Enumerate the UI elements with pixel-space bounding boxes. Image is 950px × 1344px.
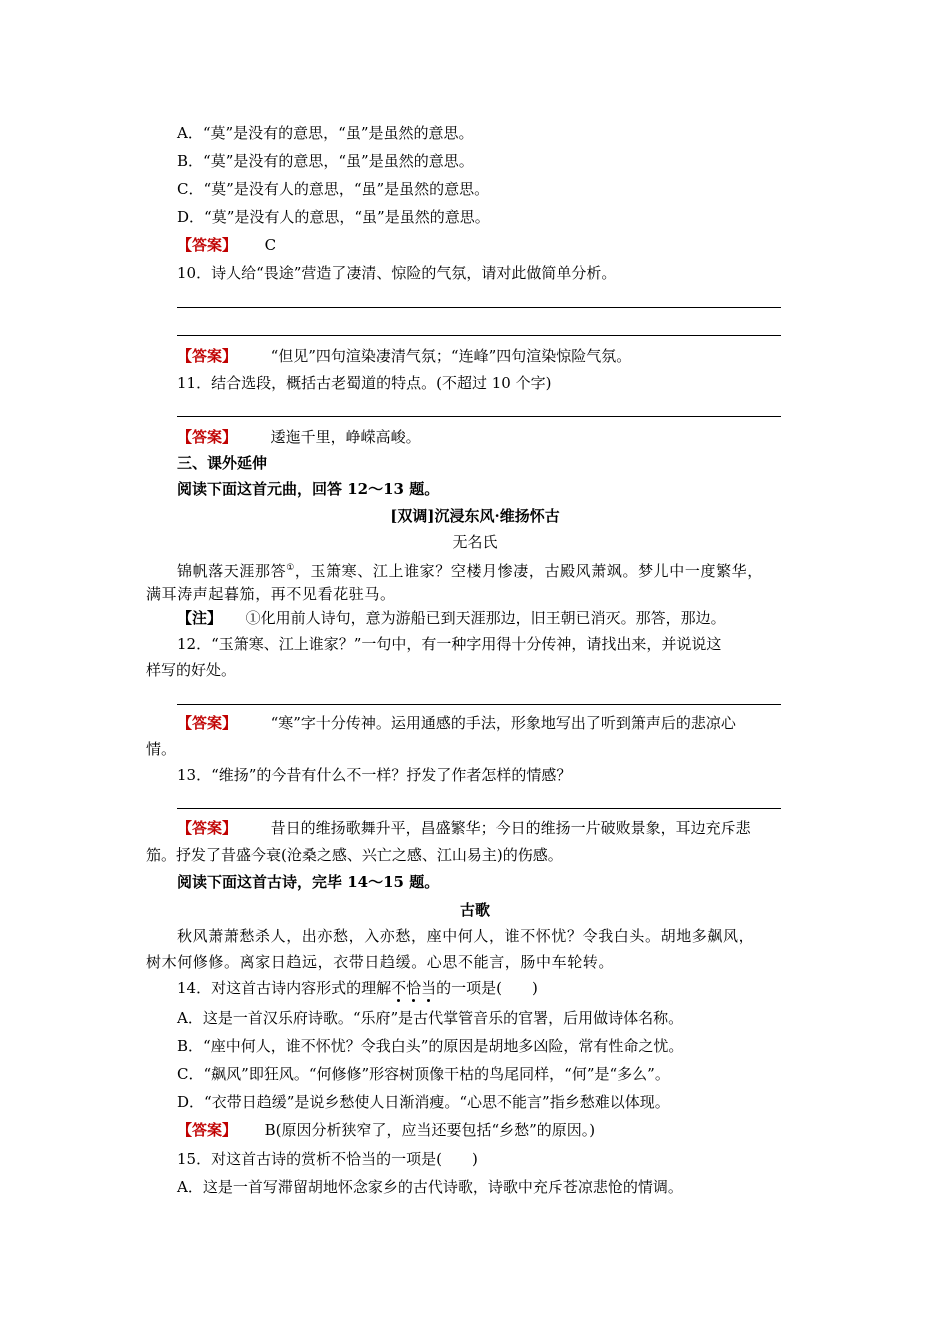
poem1-note (177, 608, 726, 628)
answer-blank-line (177, 808, 781, 809)
q12-answer-line-2: 情。 (146, 740, 177, 758)
poem1-title: [双调]沉浸东风·维扬怀古 (390, 507, 560, 525)
q9-option-a: A．“莫”是没有的意思，“虽”是虽然的意思。 (177, 124, 474, 142)
q14-option-c: C．“飙风”即狂风。“何修修”形容树顶像干枯的鸟尾同样，“何”是“多么”。 (177, 1065, 670, 1083)
q15-option-a: A．这是一首写滞留胡地怀念家乡的古代诗歌，诗歌中充斥苍凉悲怆的情调。 (177, 1178, 683, 1196)
q13-answer-line-1 (177, 818, 751, 838)
answer-blank-line (177, 335, 781, 336)
answer-tag: 【答案】 (177, 1121, 238, 1139)
q14-question (177, 978, 538, 998)
emphasis-char: 恰 (406, 979, 422, 997)
q12-question-line-1: 12．“玉箫寒、江上谁家？”一句中，有一种字用得十分传神，请找出来，并说说这 (177, 635, 722, 653)
q14-option-b: B．“座中何人，谁不怀忧？令我白头”的原因是胡地多凶险，常有性命之忧。 (177, 1037, 684, 1055)
q9-answer (177, 235, 276, 255)
answer-tag: 【答案】 (177, 714, 238, 732)
q15-question: 15．对这首古诗的赏析不恰当的一项是( ) (177, 1150, 478, 1168)
poem1-author: 无名氏 (452, 533, 498, 551)
q9-option-b: B．“莫”是没有的意思，“虽”是虽然的意思。 (177, 152, 474, 170)
q9-option-c: C．“莫”是没有人的意思，“虽”是虽然的意思。 (177, 180, 490, 198)
q10-answer (177, 346, 631, 366)
section-instruction-2: 阅读下面这首古诗，完毕 14～15 题。 (177, 873, 440, 891)
q10-question: 10．诗人给“畏途”营造了凄清、惊险的气氛，请对此做简单分析。 (177, 264, 617, 282)
note-marker: ① (286, 563, 295, 573)
answer-blank-line (177, 307, 781, 308)
section-heading: 三、课外延伸 (177, 454, 268, 472)
emphasis-char: 当 (421, 979, 437, 997)
answer-text: “但见”四句渲染凄清气氛；“连峰”四句渲染惊险气氛。 (270, 347, 632, 365)
note-text: ①化用前人诗句，意为游船已到天涯那边，旧王朝已消灭。那答，那边。 (245, 609, 726, 627)
q13-answer-line-2: 笳。抒发了昔盛今衰(沧桑之感、兴亡之感、江山易主)的伤感。 (146, 846, 563, 864)
q14-question-tail: 的一项是( ) (436, 979, 538, 997)
poem1-line-1b: ，玉箫寒、江上谁家？空楼月惨凄，古殿风萧飒。梦儿中一度繁华， (294, 562, 763, 580)
emphasis-char: 不 (391, 979, 407, 997)
answer-text: B(原因分析狭窄了，应当还要包括“乡愁”的原因。) (264, 1121, 596, 1139)
q14-question-text: 14．对这首古诗内容形式的理解 (177, 979, 392, 997)
q11-answer (177, 427, 421, 447)
poem1-line-1a: 锦帆落天涯那答 (177, 562, 287, 580)
q14-answer (177, 1120, 595, 1140)
answer-blank-line (177, 416, 781, 417)
q13-question: 13．“维扬”的今昔有什么不一样？抒发了作者怎样的情感？ (177, 766, 572, 784)
answer-text: 逶迤千里，峥嵘高峻。 (270, 428, 421, 446)
answer-tag: 【答案】 (177, 347, 238, 365)
q11-question: 11．结合选段，概括古老蜀道的特点。(不超过 10 个字) (177, 374, 552, 392)
section-instruction: 阅读下面这首元曲，回答 12～13 题。 (177, 480, 440, 498)
q12-answer-line-1 (177, 713, 736, 733)
q12-question-line-2: 样写的好处。 (146, 661, 237, 679)
q9-option-d: D．“莫”是没有人的意思，“虽”是虽然的意思。 (177, 208, 490, 226)
answer-text: C (264, 236, 277, 254)
answer-tag: 【答案】 (177, 236, 238, 254)
note-tag: 【注】 (177, 609, 223, 627)
answer-tag: 【答案】 (177, 428, 238, 446)
answer-text: 昔日的维扬歌舞升平，昌盛繁华；今日的维扬一片破败景象，耳边充斥悲 (270, 819, 751, 837)
poem1-line-2: 满耳涛声起暮笳，再不见看花驻马。 (146, 585, 396, 603)
poem2-title: 古歌 (459, 901, 490, 919)
answer-text: “寒”字十分传神。运用通感的手法，形象地写出了听到箫声后的悲凉心 (270, 714, 736, 732)
poem1-line-1 (177, 558, 763, 581)
answer-blank-line (177, 704, 781, 705)
q14-option-d: D．“衣带日趋缓”是说乡愁使人日渐消瘦。“心思不能言”指乡愁难以体现。 (177, 1093, 670, 1111)
answer-tag: 【答案】 (177, 819, 238, 837)
poem2-line-1: 秋风萧萧愁杀人，出亦愁，入亦愁，座中何人，谁不怀忧？令我白头。胡地多飙风， (177, 927, 755, 945)
q14-option-a: A．这是一首汉乐府诗歌。“乐府”是古代掌管音乐的官署，后用做诗体名称。 (177, 1009, 684, 1027)
poem2-line-2: 树木何修修。离家日趋远，衣带日趋缓。心思不能言，肠中车轮转。 (146, 953, 615, 971)
